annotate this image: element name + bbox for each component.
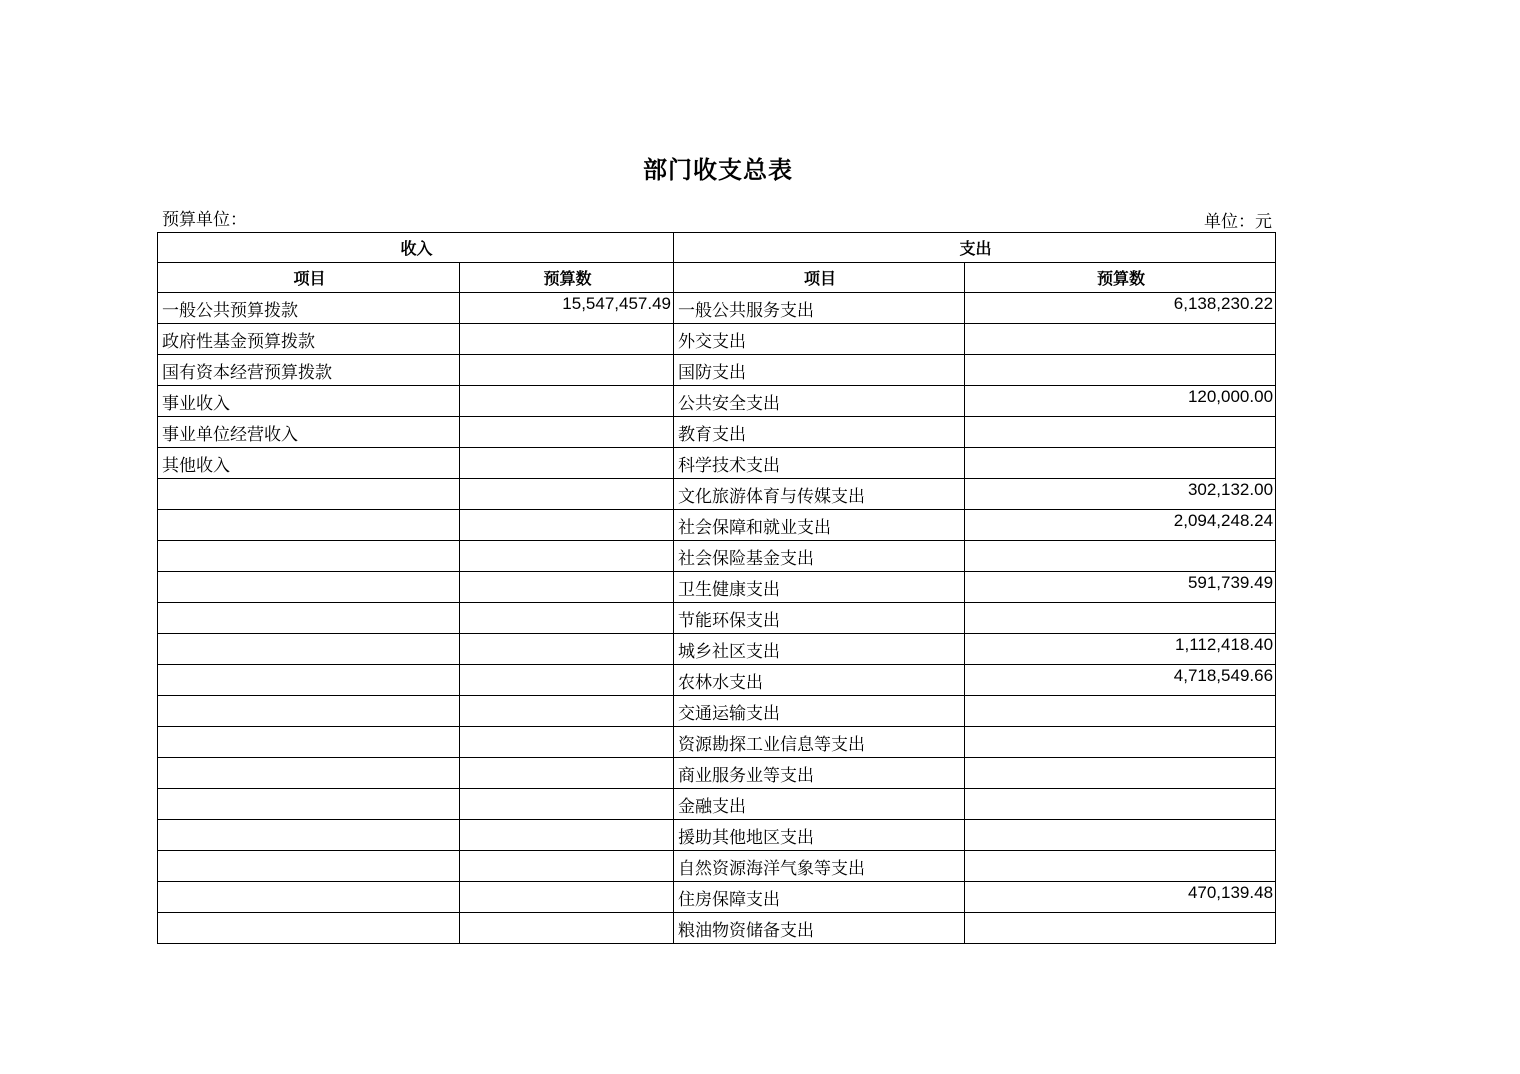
table-row: [158, 417, 1276, 448]
expense-item-cell: 粮油物资储备支出: [674, 913, 965, 944]
expense-amount-cell: 2,094,248.24: [965, 510, 1276, 541]
expense-amount-cell: 6,138,230.22: [965, 293, 1276, 324]
income-amount-cell: [460, 727, 674, 758]
table-row: [158, 851, 1276, 882]
income-item-cell: [158, 572, 460, 603]
expense-item-cell: 商业服务业等支出: [674, 758, 965, 789]
expense-item-cell: 住房保障支出: [674, 882, 965, 913]
table-row: [158, 603, 1276, 634]
income-amount-cell: [460, 696, 674, 727]
income-item-cell: [158, 603, 460, 634]
expense-amount-cell: [965, 355, 1276, 386]
expense-item-cell: 外交支出: [674, 324, 965, 355]
expense-amount-cell: [965, 603, 1276, 634]
income-amount-cell: [460, 479, 674, 510]
table-row: [158, 572, 1276, 603]
income-item-cell: [158, 851, 460, 882]
income-item-cell: [158, 789, 460, 820]
page-title: 部门收支总表: [643, 155, 793, 184]
income-amount-cell: [460, 572, 674, 603]
expense-item-cell: 农林水支出: [674, 665, 965, 696]
income-item-cell: 一般公共预算拨款: [158, 293, 460, 324]
table-row: [158, 913, 1276, 944]
income-item-cell: 国有资本经营预算拨款: [158, 355, 460, 386]
expense-amount-cell: 4,718,549.66: [965, 665, 1276, 696]
section-header-row: [158, 233, 1276, 263]
expense-item-cell: 国防支出: [674, 355, 965, 386]
table-row: [158, 479, 1276, 510]
prepared-by-label: 预算单位：: [162, 210, 247, 230]
expense-item-cell: 公共安全支出: [674, 386, 965, 417]
income-item-cell: [158, 634, 460, 665]
income-item-cell: 事业单位经营收入: [158, 417, 460, 448]
income-item-cell: [158, 665, 460, 696]
income-amount-cell: [460, 355, 674, 386]
income-amount-cell: [460, 417, 674, 448]
table-row: [158, 386, 1276, 417]
expense-item-cell: 社会保险基金支出: [674, 541, 965, 572]
income-item-cell: [158, 510, 460, 541]
expense-item-cell: 交通运输支出: [674, 696, 965, 727]
income-item-cell: [158, 820, 460, 851]
expense-amount-cell: [965, 324, 1276, 355]
expense-item-cell: 自然资源海洋气象等支出: [674, 851, 965, 882]
income-amount-cell: [460, 634, 674, 665]
expense-item-cell: 科学技术支出: [674, 448, 965, 479]
table-row: [158, 727, 1276, 758]
column-header-row: [158, 263, 1276, 293]
expense-amount-cell: [965, 727, 1276, 758]
expense-item-header: 项目: [674, 263, 965, 293]
expense-amount-cell: [965, 696, 1276, 727]
expense-section-header: 支出: [674, 233, 1276, 263]
income-amount-cell: [460, 541, 674, 572]
budget-summary-table: [157, 232, 1276, 944]
expense-item-cell: 城乡社区支出: [674, 634, 965, 665]
expense-item-cell: 一般公共服务支出: [674, 293, 965, 324]
income-amount-cell: [460, 510, 674, 541]
income-amount-cell: [460, 448, 674, 479]
expense-amount-cell: 1,112,418.40: [965, 634, 1276, 665]
income-item-cell: 其他收入: [158, 448, 460, 479]
table-row: [158, 293, 1276, 324]
income-section-header: 收入: [158, 233, 674, 263]
table-row: [158, 882, 1276, 913]
income-item-cell: [158, 479, 460, 510]
expense-item-cell: 教育支出: [674, 417, 965, 448]
unit-label: 单位：元: [1204, 212, 1272, 232]
income-item-header: 项目: [158, 263, 460, 293]
expense-item-cell: 资源勘探工业信息等支出: [674, 727, 965, 758]
table-row: [158, 820, 1276, 851]
income-item-cell: [158, 913, 460, 944]
income-item-cell: [158, 541, 460, 572]
expense-item-cell: 金融支出: [674, 789, 965, 820]
income-item-cell: [158, 882, 460, 913]
expense-amount-cell: [965, 541, 1276, 572]
income-amount-cell: [460, 386, 674, 417]
table-body: [158, 293, 1276, 944]
table-row: [158, 696, 1276, 727]
expense-amount-cell: [965, 820, 1276, 851]
expense-item-cell: 卫生健康支出: [674, 572, 965, 603]
income-item-cell: [158, 758, 460, 789]
income-amount-cell: [460, 882, 674, 913]
table-row: [158, 448, 1276, 479]
income-amount-cell: [460, 820, 674, 851]
expense-amount-cell: 120,000.00: [965, 386, 1276, 417]
expense-amount-cell: 302,132.00: [965, 479, 1276, 510]
expense-amount-cell: [965, 448, 1276, 479]
expense-budget-header: 预算数: [965, 263, 1276, 293]
income-amount-cell: [460, 665, 674, 696]
income-item-cell: [158, 727, 460, 758]
income-budget-header: 预算数: [460, 263, 674, 293]
income-amount-cell: [460, 603, 674, 634]
expense-amount-cell: 470,139.48: [965, 882, 1276, 913]
expense-amount-cell: [965, 758, 1276, 789]
table-row: [158, 665, 1276, 696]
expense-amount-cell: [965, 417, 1276, 448]
table-row: [158, 789, 1276, 820]
expense-item-cell: 文化旅游体育与传媒支出: [674, 479, 965, 510]
income-item-cell: 事业收入: [158, 386, 460, 417]
income-amount-cell: [460, 789, 674, 820]
table-row: [158, 758, 1276, 789]
table-row: [158, 634, 1276, 665]
expense-amount-cell: [965, 913, 1276, 944]
income-amount-cell: [460, 913, 674, 944]
expense-item-cell: 援助其他地区支出: [674, 820, 965, 851]
expense-item-cell: 节能环保支出: [674, 603, 965, 634]
income-item-cell: [158, 696, 460, 727]
expense-item-cell: 社会保障和就业支出: [674, 510, 965, 541]
income-amount-cell: [460, 324, 674, 355]
table-row: [158, 324, 1276, 355]
table-row: [158, 541, 1276, 572]
income-amount-cell: [460, 851, 674, 882]
income-item-cell: 政府性基金预算拨款: [158, 324, 460, 355]
income-amount-cell: 15,547,457.49: [460, 293, 674, 324]
expense-amount-cell: [965, 789, 1276, 820]
expense-amount-cell: 591,739.49: [965, 572, 1276, 603]
table-row: [158, 510, 1276, 541]
expense-amount-cell: [965, 851, 1276, 882]
income-amount-cell: [460, 758, 674, 789]
table-row: [158, 355, 1276, 386]
